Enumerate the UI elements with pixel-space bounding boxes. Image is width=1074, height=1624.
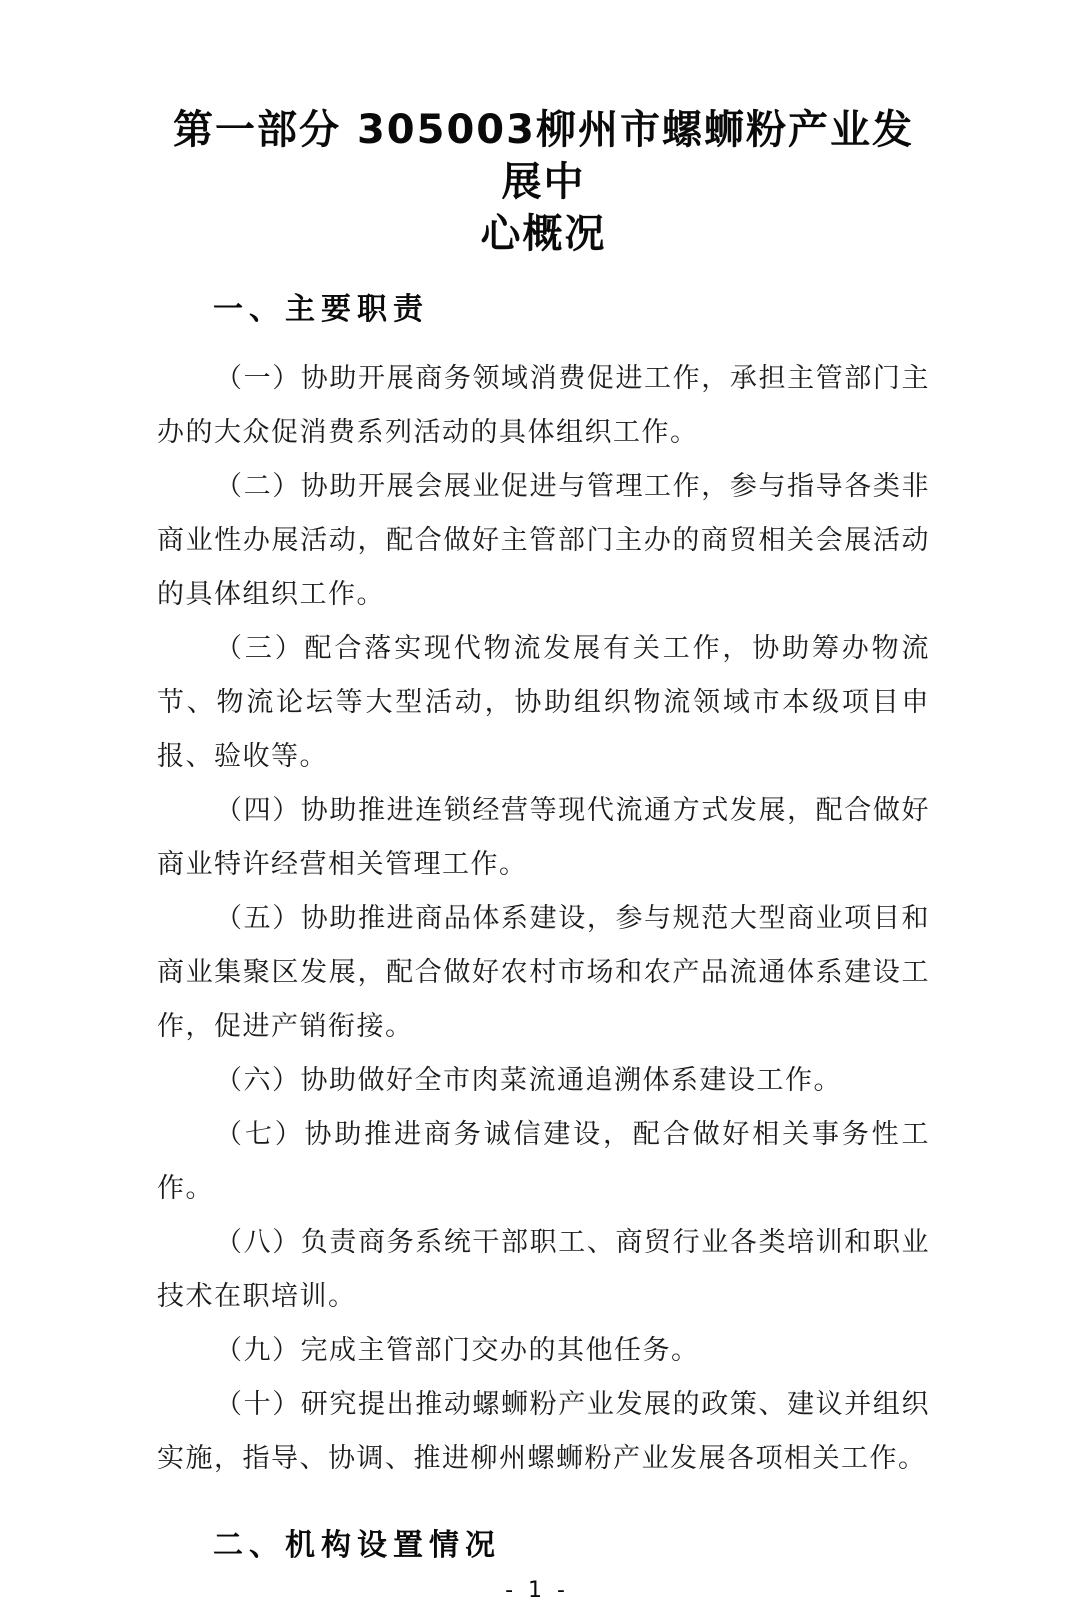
duty-paragraph-4: （四）协助推进连锁经营等现代流通方式发展，配合做好商业特许经营相关管理工作。 [157,795,930,880]
page-number: - 1 - [505,1578,569,1603]
section-heading-main-duties: 一、主要职责 [213,292,429,327]
page-title-line-2: 心概况 [480,211,607,257]
duty-paragraph-8: （八）负责商务系统干部职工、商贸行业各类培训和职业技术在职培训。 [157,1227,930,1312]
page-title-line-1: 第一部分 305003柳州市螺蛳粉产业发展中 [173,107,914,205]
duty-paragraph-5: （五）协助推进商品体系建设，参与规范大型商业项目和商业集聚区发展，配合做好农村市场和农产品流通体系建设工作，促进产销衔接。 [157,903,930,1042]
document-content [0,104,1074,1566]
duty-paragraph-10: （十）研究提出推动螺蛳粉产业发展的政策、建议并组织实施，指导、协调、推进柳州螺蛳粉产业发展各项相关工作。 [157,1389,930,1474]
page-title [157,104,930,260]
document-page [0,104,1074,1624]
duty-paragraph-6: （六）协助做好全市肉菜流通追溯体系建设工作。 [215,1065,842,1096]
duty-paragraph-1: （一）协助开展商务领域消费促进工作，承担主管部门主办的大众促消费系列活动的具体组织工作。 [157,363,930,448]
duty-paragraph-2: （二）协助开展会展业促进与管理工作，参与指导各类非商业性办展活动，配合做好主管部门主办的商贸相关会展活动的具体组织工作。 [157,471,930,610]
section-heading-org-structure: 二、机构设置情况 [213,1528,501,1563]
duty-paragraph-3: （三）配合落实现代物流发展有关工作，协助筹办物流节、物流论坛等大型活动，协助组织物流领域市本级项目申报、验收等。 [157,633,930,772]
duty-paragraph-7: （七）协助推进商务诚信建设，配合做好相关事务性工作。 [157,1119,930,1204]
duty-paragraph-9: （九）完成主管部门交办的其他任务。 [215,1335,700,1366]
